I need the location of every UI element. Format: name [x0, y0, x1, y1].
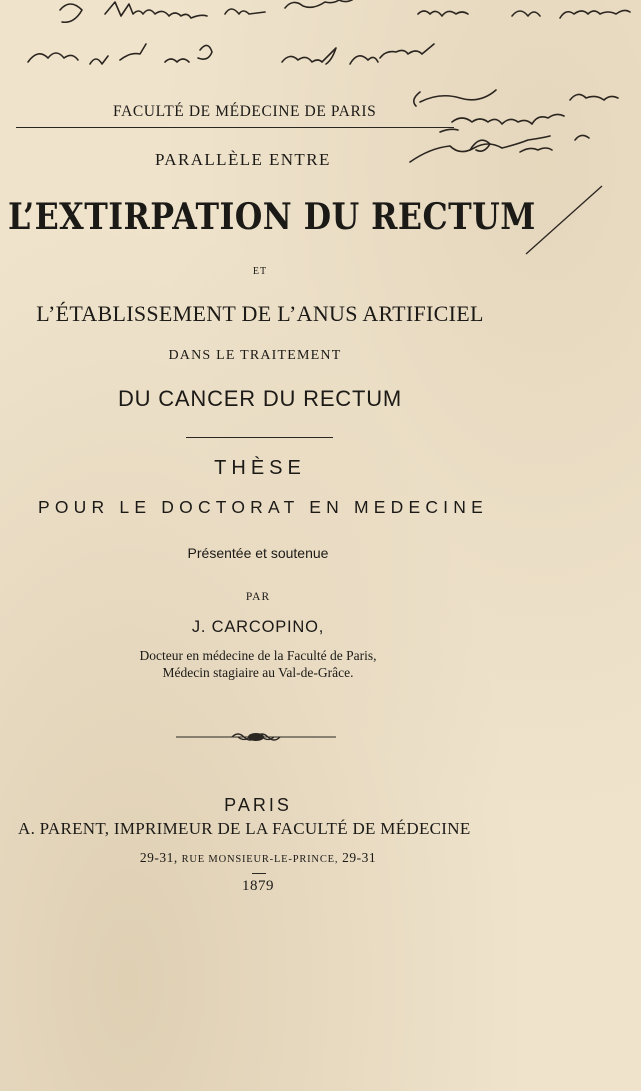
address-street: RUE MONSIEUR-LE-PRINCE,: [181, 854, 339, 865]
title-rule: [186, 437, 333, 438]
imprint-address: [0, 850, 516, 866]
address-numbers-start: 29-31,: [139, 850, 178, 865]
second-title: L’ÉTABLISSEMENT DE L’ANUS ARTIFICIEL: [36, 301, 484, 326]
imprint-printer: A. PARENT, IMPRIMEUR DE LA FACULTÉ DE MÉDECINE: [18, 819, 471, 838]
doctorate-line: POUR LE DOCTORAT EN MEDECINE: [38, 497, 488, 517]
author-credential-2: Médecin stagiaire au Val-de-Grâce.: [162, 665, 354, 680]
parallel-heading: PARALLÈLE ENTRE: [155, 150, 331, 169]
faculty-heading: FACULTÉ DE MÉDECINE DE PARIS: [113, 103, 377, 120]
imprint-city: PARIS: [224, 795, 292, 815]
treatment-line: DANS LE TRAITEMENT: [168, 348, 342, 363]
year-dash: [252, 873, 266, 874]
ornament-divider: [176, 730, 336, 744]
thesis-label: THÈSE: [214, 457, 306, 479]
author-credential-1: Docteur en médecine de la Faculté de Paris,: [139, 648, 377, 663]
presented-line: Présentée et soutenue: [187, 545, 329, 561]
heading-rule: [16, 127, 454, 128]
imprint-year: 1879: [242, 878, 274, 894]
main-title: L’EXTIRPATION DU RECTUM: [8, 196, 536, 238]
cancer-line: DU CANCER DU RECTUM: [117, 386, 403, 411]
address-numbers-end: 29-31: [342, 850, 377, 865]
conjunction: ET: [252, 266, 268, 277]
author-name: J. CARCOPINO,: [191, 618, 325, 636]
by-label: PAR: [245, 591, 271, 603]
